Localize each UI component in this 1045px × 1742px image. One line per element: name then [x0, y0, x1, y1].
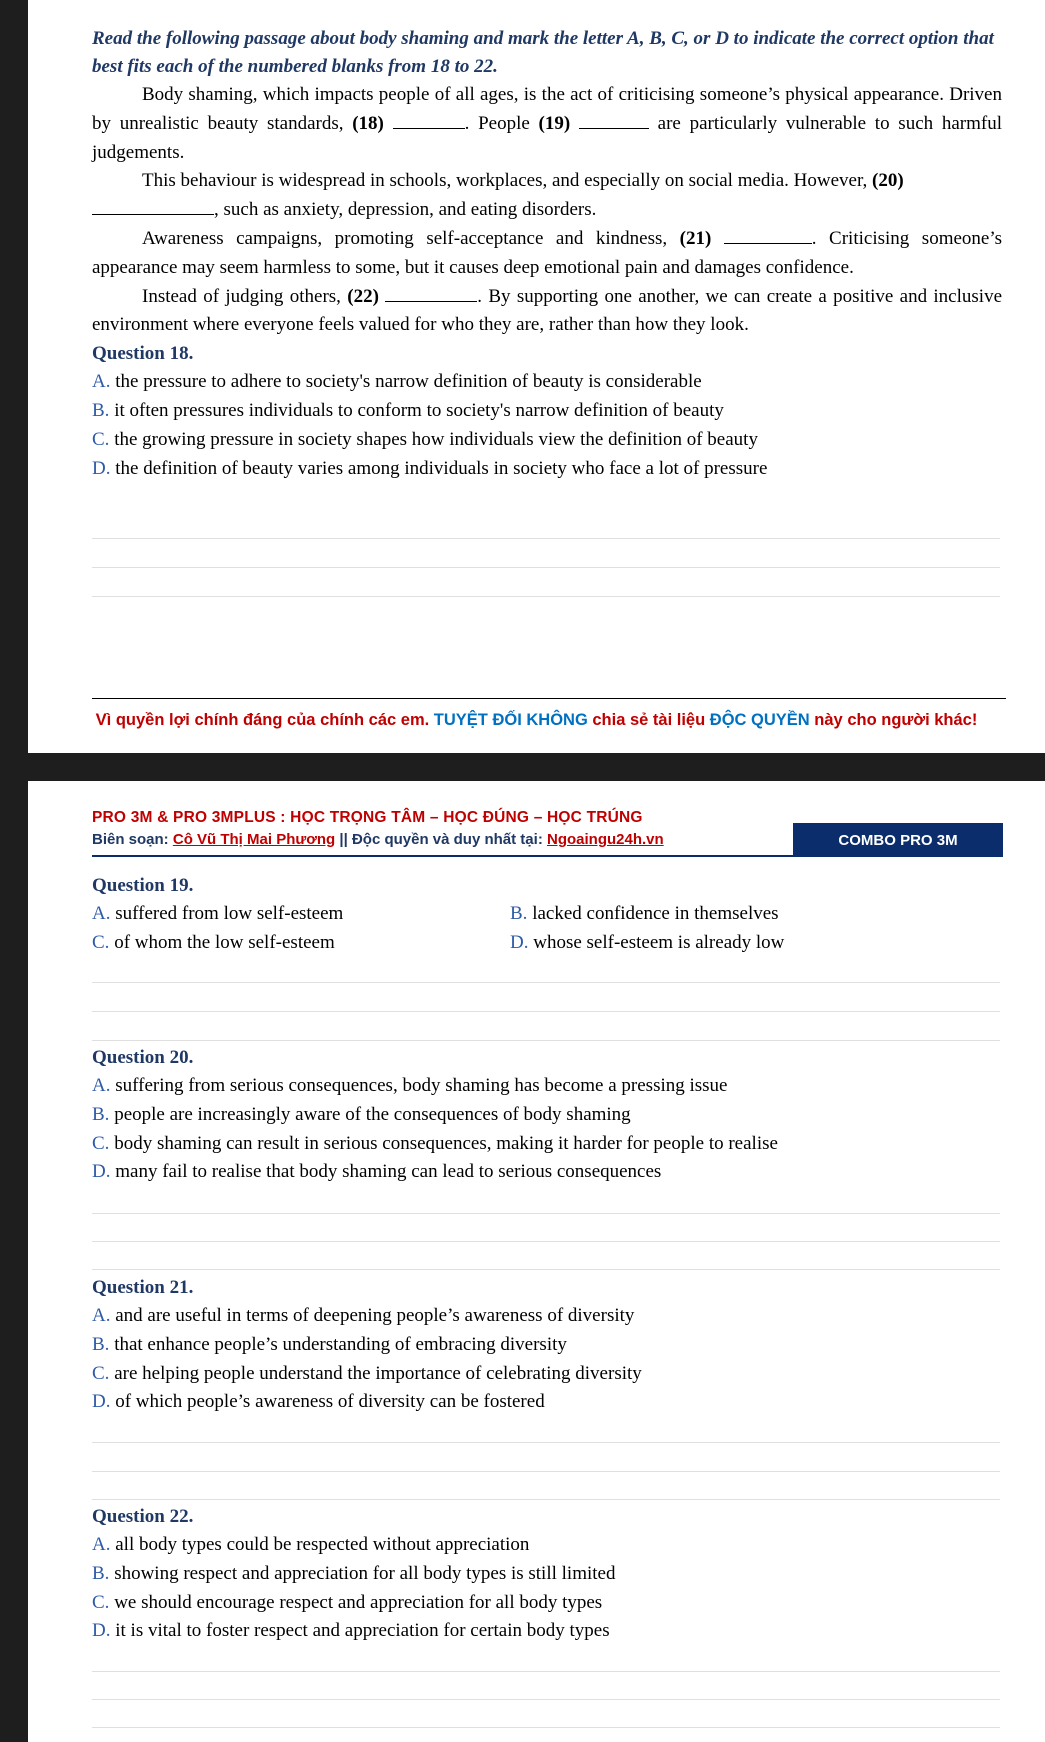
option-d[interactable]: D. the definition of beauty varies among individuals in society who face a lot of pressure [92, 457, 768, 479]
answer-line [92, 1727, 1000, 1728]
answer-line [92, 1671, 1000, 1672]
blank-22 [385, 287, 477, 302]
answer-line [92, 1241, 1000, 1242]
option-c[interactable]: C. are helping people understand the importance of celebrating diversity [92, 1362, 642, 1384]
question-20 [92, 1044, 1002, 1187]
question-19 [92, 872, 1002, 958]
answer-line [92, 1011, 1000, 1012]
blank-19 [579, 114, 649, 129]
question-21 [92, 1274, 1002, 1417]
author-line: Biên soạn: Cô Vũ Thị Mai Phương || Độc quyền và duy nhất tại: Ngoaingu24h.vn [92, 831, 664, 848]
header-rule [92, 855, 1003, 857]
option-c[interactable]: C. of whom the low self-esteem [92, 931, 335, 953]
site-link[interactable]: Ngoaingu24h.vn [546, 831, 664, 848]
passage-paragraph-3: Awareness campaigns, promoting self-acceptance and kindness, (21) . Criticising someone’s appearance may seem harmless to some, but it causes deep emotional pain and damages confidence. [92, 227, 1003, 278]
author-link[interactable]: Cô Vũ Thị Mai Phương [172, 831, 336, 848]
answer-line [92, 596, 1000, 597]
question-22 [92, 1503, 1002, 1646]
copyright-notice: Vì quyền lợi chính đáng của chính các em. TUYỆT ĐỐI KHÔNG chia sẻ tài liệu ĐỘC QUYỀN này cho người khác! [95, 711, 978, 729]
answer-line [92, 1471, 1000, 1472]
answer-line [92, 1040, 1000, 1041]
option-c[interactable]: C. we should encourage respect and appreciation for all body types [92, 1591, 603, 1613]
option-b[interactable]: B. lacked confidence in themselves [510, 903, 779, 924]
option-c[interactable]: C. body shaming can result in serious consequences, making it harder for people to realise [92, 1132, 778, 1154]
option-a[interactable]: A. the pressure to adhere to society's narrow definition of beauty is considerable [92, 371, 702, 393]
page-2 [28, 781, 1045, 1742]
instruction-text: Read the following passage about body shaming and mark the letter A, B, C, or D to indicate the correct option that best fits each of the numbered blanks from 18 to 22. [92, 28, 994, 77]
answer-line [92, 1499, 1000, 1500]
answer-line [92, 1213, 1000, 1214]
question-title: Question 20. [92, 1047, 194, 1068]
option-b[interactable]: B. people are increasingly aware of the consequences of body shaming [92, 1103, 631, 1125]
option-b[interactable]: B. that enhance people’s understanding of embracing diversity [92, 1333, 567, 1355]
page-1 [28, 0, 1045, 753]
option-d[interactable]: D. whose self-esteem is already low [510, 931, 785, 953]
blank-18 [393, 114, 465, 129]
footer-divider [92, 698, 1006, 699]
combo-badge: COMBO PRO 3M [793, 823, 1003, 857]
option-a[interactable]: A. all body types could be respected without appreciation [92, 1534, 530, 1555]
option-d[interactable]: D. many fail to realise that body shaming can lead to serious consequences [92, 1161, 662, 1183]
option-b[interactable]: B. it often pressures individuals to conform to society's narrow definition of beauty [92, 399, 724, 421]
passage-paragraph-1: Body shaming, which impacts people of all ages, is the act of criticising someone’s physical appearance. Driven by unrealistic beauty standards, (18) . People (19) are particularly vulnerable to such harmful judgements. [92, 84, 1003, 163]
option-c[interactable]: C. the growing pressure in society shapes how individuals view the definition of beauty [92, 428, 758, 450]
question-title: Question 22. [92, 1506, 194, 1527]
passage-section [92, 25, 1002, 483]
passage-paragraph-2: This behaviour is widespread in schools, workplaces, and especially on social media. However, (20) , such as anxiety, depression, and eating disorders. [92, 167, 1002, 225]
answer-line [92, 1269, 1000, 1270]
question-title: Question 21. [92, 1277, 194, 1298]
course-header: PRO 3M & PRO 3MPLUS : HỌC TRỌNG TÂM – HỌC ĐÚNG – HỌC TRÚNG [92, 809, 643, 826]
question-title: Question 19. [92, 875, 194, 896]
option-a[interactable]: A. suffered from low self-esteem [92, 903, 344, 924]
option-d[interactable]: D. of which people’s awareness of diversity can be fostered [92, 1391, 545, 1413]
answer-line [92, 567, 1000, 568]
answer-line [92, 1699, 1000, 1700]
option-a[interactable]: A. and are useful in terms of deepening people’s awareness of diversity [92, 1305, 635, 1326]
option-a[interactable]: A. suffering from serious consequences, body shaming has become a pressing issue [92, 1075, 728, 1096]
answer-line [92, 1442, 1000, 1443]
answer-line [92, 982, 1000, 983]
question-title: Question 18. [92, 343, 194, 365]
blank-21 [724, 229, 812, 244]
answer-line [92, 538, 1000, 539]
question-18 [92, 340, 1002, 483]
option-d[interactable]: D. it is vital to foster respect and appreciation for certain body types [92, 1620, 610, 1642]
blank-20 [92, 200, 214, 215]
passage-paragraph-4: Instead of judging others, (22) . By supporting one another, we can create a positive and inclusive environment where everyone feels valued for who they are, rather than how they look. [92, 285, 1002, 336]
option-b[interactable]: B. showing respect and appreciation for all body types is still limited [92, 1562, 616, 1584]
